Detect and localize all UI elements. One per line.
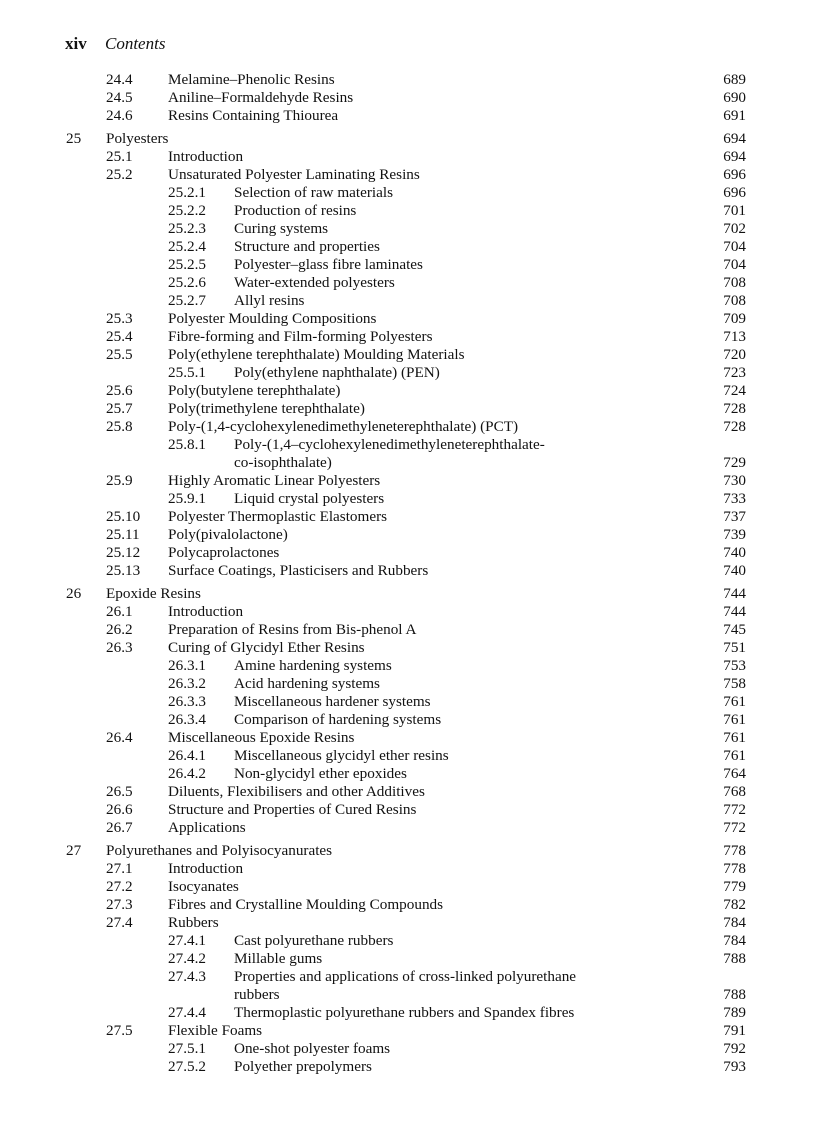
toc-section-row [0,400,816,418]
toc-entry-title: Highly Aromatic Linear Polyesters [168,472,381,489]
toc-entry-page: 744 [723,585,746,602]
toc-entry-title: Polycaprolactones [168,544,280,561]
toc-entry-page: 729 [723,454,746,471]
toc-entry-title: Liquid crystal polyesters [234,490,385,507]
toc-entry-title: Unsaturated Polyester Laminating Resins [168,166,420,183]
toc-entry-page: 696 [723,184,746,201]
toc-entry-title: Amine hardening systems [234,657,392,674]
toc-entry-number: 25.1 [106,148,133,165]
toc-entry-number: 27.1 [106,860,133,877]
toc-entry-title: Acid hardening systems [234,675,380,692]
toc-entry-title: Polyesters [106,130,169,147]
toc-section-row [0,526,816,544]
toc-chapter-row [0,842,816,860]
toc-entry-title: Poly(ethylene naphthalate) (PEN) [234,364,440,381]
toc-entry-number: 26.1 [106,603,133,620]
toc-subsection-row [0,256,816,274]
toc-entry-number: 27.4.3 [168,968,206,985]
toc-section-row [0,621,816,639]
toc-section-row [0,544,816,562]
toc-entry-title: Surface Coatings, Plasticisers and Rubbers [168,562,429,579]
toc-entry-title: Structure and Properties of Cured Resins [168,801,417,818]
toc-entry-title: Polyester Moulding Compositions [168,310,377,327]
toc-entry-title: Flexible Foams [168,1022,263,1039]
toc-entry-page: 782 [723,896,746,913]
toc-section-row [0,562,816,580]
toc-section-row [0,914,816,932]
toc-entry-page: 704 [723,238,746,255]
toc-subsection-row [0,238,816,256]
toc-subsection-row [0,490,816,508]
toc-subsection-row [0,364,816,382]
toc-entry-number: 25.5 [106,346,133,363]
toc-subsection-row [0,436,816,454]
toc-entry-page: 730 [723,472,746,489]
toc-entry-page: 779 [723,878,746,895]
toc-entry-page: 761 [723,729,746,746]
toc-section-row [0,878,816,896]
toc-subsection-row [0,765,816,783]
toc-entry-page: 739 [723,526,746,543]
toc-section-row [0,148,816,166]
toc-entry-page: 768 [723,783,746,800]
toc-entry-page: 761 [723,747,746,764]
toc-subsection-row [0,657,816,675]
toc-entry-title: Polyurethanes and Polyisocyanurates [106,842,333,859]
toc-section-row [0,801,816,819]
toc-section-row [0,729,816,747]
toc-entry-title: Introduction [168,603,244,620]
toc-section-row [0,783,816,801]
toc-entry-number: 25.2.4 [168,238,206,255]
toc-subsection-row [0,711,816,729]
toc-entry-page: 724 [723,382,746,399]
toc-entry-title: Structure and properties [234,238,380,255]
toc-section-row [0,310,816,328]
toc-entry-page: 778 [723,860,746,877]
toc-entry-title: Applications [168,819,246,836]
page-number: xiv [65,34,87,53]
toc-entry-title: Water-extended polyesters [234,274,395,291]
toc-section-row [0,107,816,125]
toc-entry-title: Introduction [168,148,244,165]
toc-entry-title: Poly(trimethylene terephthalate) [168,400,365,417]
toc-entry-number: 25.2.5 [168,256,206,273]
toc-entry-number: 26.3.3 [168,693,206,710]
toc-entry-title: Poly(butylene terephthalate) [168,382,341,399]
toc-entry-title: Polyester Thermoplastic Elastomers [168,508,388,525]
toc-entry-title: Properties and applications of cross-linked polyurethane [234,968,577,985]
toc-section-row [0,71,816,89]
toc-entry-title: Allyl resins [234,292,305,309]
toc-section-row [0,89,816,107]
toc-entry-title: Epoxide Resins [106,585,201,602]
toc-subsection-row [0,693,816,711]
toc-entry-page: 733 [723,490,746,507]
toc-entry-title: Curing of Glycidyl Ether Resins [168,639,365,656]
toc-entry-number: 25.2.1 [168,184,206,201]
toc-entry-title: Miscellaneous hardener systems [234,693,431,710]
toc-entry-title: Rubbers [168,914,219,931]
toc-entry-page: 690 [723,89,746,106]
toc-entry-page: 788 [723,950,746,967]
toc-entry-number: 25.9 [106,472,133,489]
toc-entry-page: 709 [723,310,746,327]
toc-entry-number: 26.6 [106,801,133,818]
toc-entry-page: 728 [723,418,746,435]
toc-entry-number: 27.3 [106,896,133,913]
toc-entry-title: Fibres and Crystalline Moulding Compounds [168,896,444,913]
toc-entry-number: 26.7 [106,819,133,836]
toc-entry-title: Comparison of hardening systems [234,711,442,728]
toc-entry-number: 26.3.4 [168,711,206,728]
toc-subsection-row [0,1004,816,1022]
toc-entry-title: Polyether prepolymers [234,1058,372,1075]
toc-subsection-row [0,202,816,220]
toc-entry-number: 26.5 [106,783,133,800]
toc-entry-title: Melamine–Phenolic Resins [168,71,335,88]
toc-entry-page: 740 [723,562,746,579]
toc-entry-page: 702 [723,220,746,237]
toc-entry-page: 744 [723,603,746,620]
toc-subsection-row [0,220,816,238]
toc-entry-page: 753 [723,657,746,674]
toc-entry-number: 25.4 [106,328,133,345]
toc-section-row [0,860,816,878]
toc-subsection-row [0,968,816,986]
toc-entry-page: 708 [723,274,746,291]
toc-entry-page: 694 [723,130,746,147]
toc-subsection-row [0,1040,816,1058]
toc-entry-title: Resins Containing Thiourea [168,107,339,124]
toc-entry-number: 24.6 [106,107,133,124]
toc-entry-title: co-isophthalate) [234,454,332,471]
toc-entry-number: 25 [66,130,82,147]
toc-entry-number: 27.4 [106,914,133,931]
toc-entry-page: 691 [723,107,746,124]
toc-entry-page: 740 [723,544,746,561]
toc-section-row [0,819,816,837]
toc-section-row [0,328,816,346]
toc-subsection-row [0,675,816,693]
toc-entry-page: 784 [723,914,746,931]
toc-entry-page: 784 [723,932,746,949]
toc-entry-number: 27.2 [106,878,133,895]
toc-entry-page: 761 [723,693,746,710]
running-title: Contents [104,34,166,53]
toc-entry-title: Selection of raw materials [234,184,393,201]
toc-entry-number: 25.9.1 [168,490,206,507]
toc-section-row [0,603,816,621]
toc-entry-number: 25.6 [106,382,133,399]
toc-section-row [0,896,816,914]
toc-entry-page: 764 [723,765,746,782]
toc-chapter-row [0,130,816,148]
toc-entry-number: 27.4.4 [168,1004,206,1021]
toc-entry-page: 792 [723,1040,746,1057]
toc-entry-title: Miscellaneous Epoxide Resins [168,729,355,746]
toc-entry-title: One-shot polyester foams [234,1040,391,1057]
toc-entry-page: 701 [723,202,746,219]
toc-entry-page: 696 [723,166,746,183]
toc-subsection-row [0,747,816,765]
toc-entry-title: Production of resins [234,202,357,219]
toc-entry-title: Introduction [168,860,244,877]
toc-subsection-row [0,274,816,292]
toc-entry-page: 761 [723,711,746,728]
toc-entry-number: 25.2.7 [168,292,206,309]
toc-entry-title: Poly(pivalolactone) [168,526,288,543]
toc-entry-page: 793 [723,1058,746,1075]
toc-subsection-row [0,184,816,202]
toc-entry-page: 758 [723,675,746,692]
toc-entry-number: 26 [66,585,82,602]
toc-subsection-row [0,454,816,472]
toc-entry-title: Curing systems [234,220,329,237]
toc-entry-title: Miscellaneous glycidyl ether resins [234,747,449,764]
toc-entry-title: rubbers [234,986,280,1003]
toc-entry-number: 25.3 [106,310,133,327]
toc-entry-number: 25.10 [106,508,141,525]
toc-entry-title: Diluents, Flexibilisers and other Additives [168,783,425,800]
running-header [65,34,165,54]
toc-entry-title: Cast polyurethane rubbers [234,932,394,949]
toc-entry-number: 27 [66,842,82,859]
toc-entry-number: 25.2.6 [168,274,206,291]
toc-entry-page: 689 [723,71,746,88]
toc-entry-title: Millable gums [234,950,323,967]
toc-section-row [0,166,816,184]
toc-entry-page: 704 [723,256,746,273]
toc-entry-page: 737 [723,508,746,525]
toc-entry-title: Aniline–Formaldehyde Resins [168,89,354,106]
toc-subsection-row [0,932,816,950]
toc-entry-number: 26.3.1 [168,657,206,674]
toc-entry-title: Preparation of Resins from Bis-phenol A [168,621,417,638]
toc-entry-page: 772 [723,801,746,818]
toc-entry-number: 24.4 [106,71,133,88]
toc-entry-title: Non-glycidyl ether epoxides [234,765,407,782]
toc-entry-number: 27.5.2 [168,1058,206,1075]
toc-entry-title: Poly-(1,4-cyclohexylenedimethyleneterephthalate) (PCT) [168,418,519,435]
toc-entry-number: 27.5 [106,1022,133,1039]
toc-entry-page: 788 [723,986,746,1003]
toc-entry-number: 25.5.1 [168,364,206,381]
toc-entry-number: 25.8.1 [168,436,206,453]
toc-subsection-row [0,986,816,1004]
toc-entry-number: 26.2 [106,621,133,638]
toc-entry-page: 713 [723,328,746,345]
toc-entry-number: 26.4 [106,729,133,746]
toc-entry-page: 789 [723,1004,746,1021]
toc-entry-title: Isocyanates [168,878,239,895]
toc-entry-page: 728 [723,400,746,417]
toc-subsection-row [0,292,816,310]
toc-entry-number: 26.3.2 [168,675,206,692]
toc-subsection-row [0,1058,816,1076]
toc-entry-page: 720 [723,346,746,363]
toc-section-row [0,418,816,436]
toc-entry-title: Poly(ethylene terephthalate) Moulding Materials [168,346,465,363]
toc-section-row [0,639,816,657]
toc-entry-number: 25.2.2 [168,202,206,219]
toc-subsection-row [0,950,816,968]
toc-section-row [0,472,816,490]
toc-entry-title: Thermoplastic polyurethane rubbers and Spandex fibres [234,1004,575,1021]
toc-entry-number: 25.11 [106,526,140,543]
toc-entry-number: 25.7 [106,400,133,417]
toc-entry-number: 27.5.1 [168,1040,206,1057]
toc-section-row [0,508,816,526]
toc-entry-number: 25.2.3 [168,220,206,237]
toc-entry-number: 27.4.2 [168,950,206,967]
toc-entry-title: Polyester–glass fibre laminates [234,256,423,273]
toc-section-row [0,1022,816,1040]
toc-entry-page: 708 [723,292,746,309]
toc-entry-page: 745 [723,621,746,638]
toc-entry-page: 791 [723,1022,746,1039]
toc-entry-page: 694 [723,148,746,165]
toc-chapter-row [0,585,816,603]
table-of-contents [0,71,816,1076]
toc-entry-page: 772 [723,819,746,836]
toc-entry-number: 25.8 [106,418,133,435]
toc-entry-number: 27.4.1 [168,932,206,949]
toc-entry-number: 25.12 [106,544,141,561]
toc-entry-number: 25.2 [106,166,133,183]
toc-entry-page: 723 [723,364,746,381]
toc-entry-title: Fibre-forming and Film-forming Polyesters [168,328,433,345]
toc-entry-title: Poly-(1,4–cyclohexylenedimethyleneterephthalate- [234,436,545,453]
toc-entry-number: 26.3 [106,639,133,656]
toc-entry-number: 26.4.1 [168,747,206,764]
toc-entry-number: 26.4.2 [168,765,206,782]
toc-section-row [0,382,816,400]
toc-entry-number: 24.5 [106,89,133,106]
toc-entry-page: 778 [723,842,746,859]
toc-entry-page: 751 [723,639,746,656]
toc-section-row [0,346,816,364]
toc-entry-number: 25.13 [106,562,141,579]
